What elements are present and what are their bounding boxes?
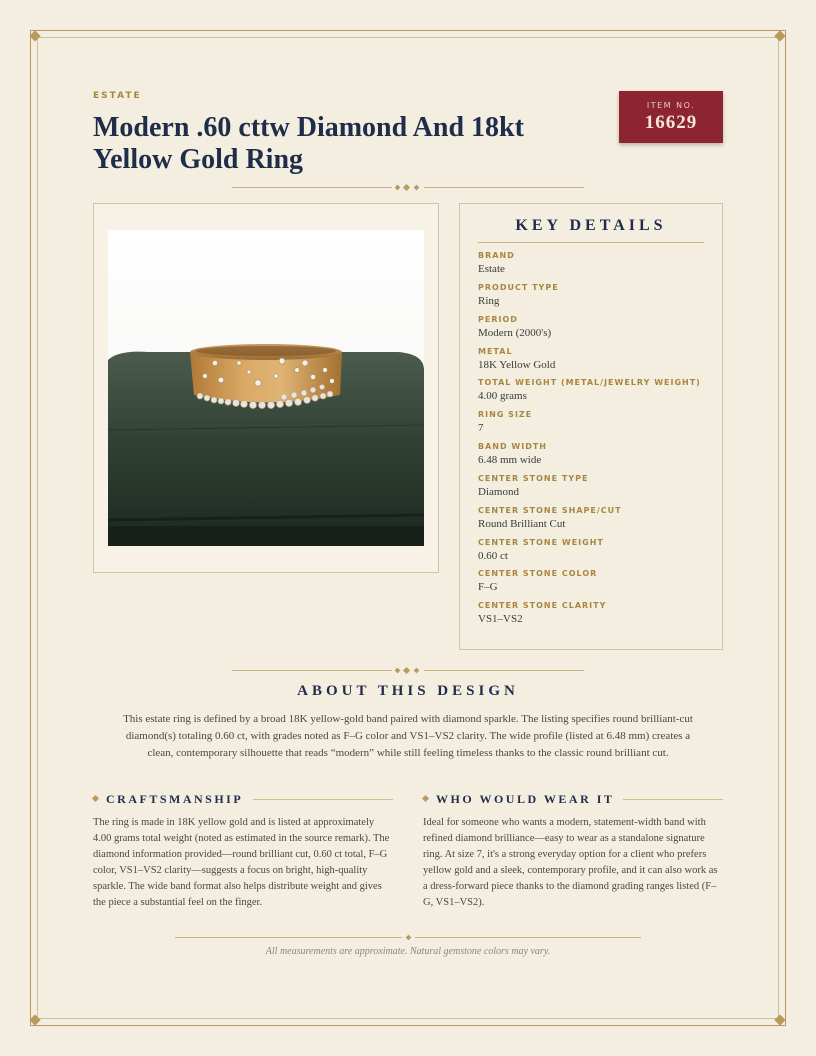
spec-label: CENTER STONE WEIGHT (478, 538, 604, 547)
craftsmanship-heading (93, 792, 393, 806)
spec-value: Estate (478, 263, 505, 275)
spec-brand (478, 251, 718, 276)
craftsmanship-title: CRAFTSMANSHIP (106, 792, 244, 806)
spec-label: CENTER STONE SHAPE/CUT (478, 506, 622, 515)
spec-center-stone-color (478, 569, 718, 594)
spec-value: Diamond (478, 486, 519, 498)
diamond-bullet-icon (92, 795, 99, 802)
item-number-label: ITEM NO. (646, 101, 696, 110)
product-photo-ring (108, 230, 424, 546)
item-number-value: 16629 (644, 112, 698, 133)
item-number-badge (619, 91, 723, 143)
spec-total-weight (478, 378, 718, 403)
spec-label: RING SIZE (478, 410, 533, 419)
spec-value: VS1–VS2 (478, 613, 523, 625)
spec-value: 0.60 ct (478, 550, 508, 562)
spec-label: BRAND (478, 251, 515, 260)
about-title: ABOUT THIS DESIGN (297, 683, 519, 699)
spec-value: 4.00 grams (478, 390, 527, 402)
spec-label: BAND WIDTH (478, 442, 548, 451)
footer-note: All measurements are approximate. Natural gemstone colors may vary. (265, 946, 551, 957)
key-details-rule (478, 242, 704, 243)
spec-value: Round Brilliant Cut (478, 518, 566, 530)
about-divider (232, 666, 584, 676)
spec-center-stone-clarity (478, 601, 718, 626)
craftsmanship-text: The ring is made in 18K yellow gold and is listed at approximately 4.00 grams total weight (noted as estimated in the source remark). The diamond information provided—round brilliant cut, 0.60 ct total, F–G color, VS1–VS2 clarity—suggests a focus on bright, high-quality sparkle. The wide band format also helps distribute weight and gives the piece a substantial feel on the finger. (93, 817, 390, 908)
page-title: Modern .60 cttw Diamond And 18kt Yellow Gold Ring (93, 112, 524, 175)
spec-center-stone-type (478, 474, 718, 499)
spec-value: 6.48 mm wide (478, 454, 542, 466)
spec-label: CENTER STONE COLOR (478, 569, 598, 578)
key-details-title: KEY DETAILS (515, 217, 667, 234)
footer-divider (175, 933, 641, 943)
spec-product-type (478, 283, 718, 308)
spec-center-stone-weight (478, 538, 718, 563)
spec-metal (478, 347, 718, 372)
spec-label: TOTAL WEIGHT (METAL/JEWELRY WEIGHT) (478, 378, 701, 387)
spec-value: Modern (2000's) (478, 327, 552, 339)
spec-label: PRODUCT TYPE (478, 283, 559, 292)
who-wears-title: WHO WOULD WEAR IT (436, 792, 615, 806)
spec-ring-size (478, 410, 718, 435)
spec-center-stone-shape (478, 506, 718, 531)
spec-label: CENTER STONE TYPE (478, 474, 589, 483)
header-divider (232, 183, 584, 193)
who-wears-heading (423, 792, 723, 806)
diamond-bullet-icon (422, 795, 429, 802)
spec-value: 7 (478, 422, 484, 434)
spec-value: 18K Yellow Gold (478, 359, 556, 371)
about-text: This estate ring is defined by a broad 18K yellow-gold band paired with diamond sparkle. The listing specifies round brilliant-cut diamond(s) totaling 0.60 ct, with grades noted as F–G color and VS1–VS2 clarity. The wide profile (listed at 6.48 mm) creates a clean, contemporary silhouette that reads “modern” while still feeling timeless thanks to the classic round brilliant cut. (123, 713, 693, 759)
spec-label: PERIOD (478, 315, 518, 324)
spec-value: Ring (478, 295, 500, 307)
spec-value: F–G (478, 581, 498, 593)
spec-band-width (478, 442, 718, 467)
spec-period (478, 315, 718, 340)
category-eyebrow: ESTATE (93, 91, 142, 101)
spec-label: CENTER STONE CLARITY (478, 601, 607, 610)
spec-label: METAL (478, 347, 513, 356)
who-wears-text: Ideal for someone who wants a modern, statement-width band with refined diamond brilliance—easy to wear as a standalone signature ring. At size 7, it's a strong everyday option for a client who prefers yellow gold and a sleek, contemporary profile, and it can also work as a dress-forward piece thanks to the diamond grading ranges listed (F–G, VS1–VS2). (423, 817, 718, 908)
